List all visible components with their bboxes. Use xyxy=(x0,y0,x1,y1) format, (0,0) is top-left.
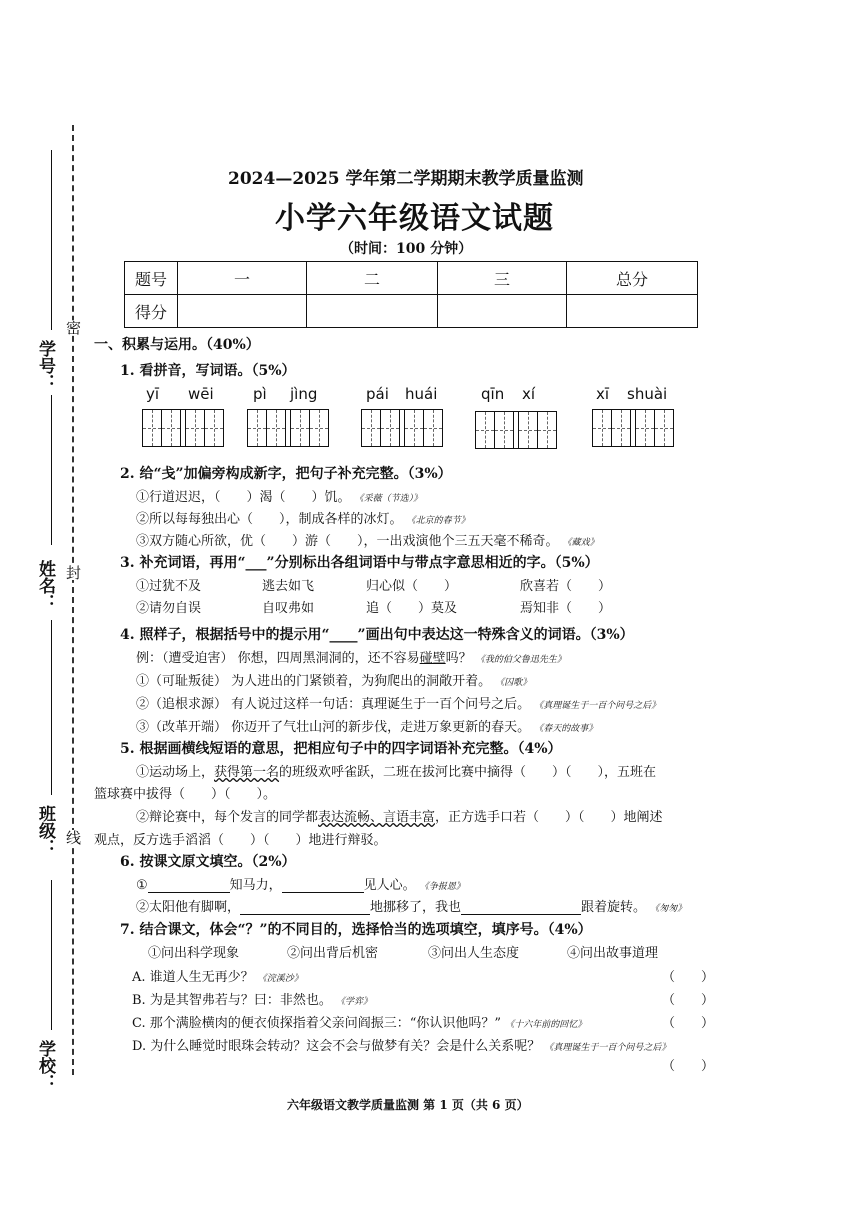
page-footer: 六年级语文教学质量监测 第 1 页（共 6 页） xyxy=(287,1098,529,1112)
score-cell-2[interactable] xyxy=(307,295,438,328)
q4-item-1: ①（可耻叛徒） 为人进出的门紧锁着，为狗爬出的洞敞开着。 《囚歌》 xyxy=(136,674,532,689)
col-header-total: 总分 xyxy=(567,262,698,295)
q7-item-c: C. 那个满脸横肉的便衣侦探指着父亲问阎振三：“你认识他吗？” 《十六年前的回忆》 xyxy=(132,1016,587,1031)
q4-item-2: ②（追根求源） 有人说过这样一句话：真理诞生于一百个问号之后。 《真理诞生于一百个问号之后》 xyxy=(136,697,661,712)
q3-r1-c2: 逃去如飞 xyxy=(262,579,315,594)
q2-title: 2. 给“戋”加偏旁构成新字，把句子补充完整。（3%） xyxy=(120,466,452,482)
writing-grid-1[interactable] xyxy=(142,409,224,447)
q5-line-3: ②辩论赛中，每个发言的同学都表达流畅、言语丰富，正方选手口若（ ）（ ）地阐述 xyxy=(136,810,663,825)
school-line[interactable] xyxy=(51,880,52,1030)
school-label: 学校： xyxy=(35,1040,55,1091)
q6-blank-2[interactable] xyxy=(282,878,364,893)
q2-line-1: ①行道迟迟，（ ）渴（ ）饥。 《采薇（节选）》 xyxy=(136,490,423,505)
table-row xyxy=(125,295,698,328)
name-line[interactable] xyxy=(51,395,52,545)
score-cell-3[interactable] xyxy=(438,295,567,328)
q6-title: 6. 按课文原文填空。（2%） xyxy=(120,854,296,870)
q4-example: 例：（遭受迫害） 你想，四周黑洞洞的，还不容易碰壁吗？ 《我的伯父鲁迅先生》 xyxy=(136,651,566,666)
q2-line-3: ③双方随心所欲，优（ ）游（ ），一出戏演他个三五天毫不稀奇。 《藏戏》 xyxy=(136,534,599,549)
writing-grid-4[interactable] xyxy=(475,411,557,449)
pinyin-1b: wēi xyxy=(188,385,214,403)
pinyin-5b: shuài xyxy=(627,385,668,403)
seal-mark-feng: 封 xyxy=(64,565,82,580)
q7-option-1: ①问出科学现象 xyxy=(148,946,240,961)
student-id-line[interactable] xyxy=(51,150,52,330)
col-header-3: 三 xyxy=(438,262,567,295)
table-row xyxy=(125,262,698,295)
class-label: 班级： xyxy=(35,805,55,856)
q4-item-3: ③（改革开端） 你迈开了气壮山河的新步伐，走进万象更新的春天。 《春天的故事》 xyxy=(136,720,598,735)
pinyin-4a: qīn xyxy=(481,385,505,403)
q7-option-4: ④问出故事道理 xyxy=(567,946,659,961)
q7-title: 7. 结合课文，体会“？”的不同目的，选择恰当的选项填空，填序号。（4%） xyxy=(120,922,592,938)
q7-option-3: ③问出人生态度 xyxy=(428,946,520,961)
q7-answer-a[interactable]: （ ） xyxy=(662,970,715,985)
q7-option-2: ②问出背后机密 xyxy=(287,946,379,961)
q7-item-d: D. 为什么睡觉时眼珠会转动？这会不会与做梦有关？会是什么关系呢？ 《真理诞生于一百个问号之后》 xyxy=(132,1039,671,1054)
q5-line-4: 观点，反方选手滔滔（ ）（ ）地进行辩驳。 xyxy=(94,833,387,848)
q7-answer-b[interactable]: （ ） xyxy=(662,993,715,1008)
col-header-1: 一 xyxy=(178,262,307,295)
q6-blank-1[interactable] xyxy=(148,878,230,893)
class-line[interactable] xyxy=(51,620,52,795)
q5-line-1: ①运动场上，获得第一名的班级欢呼雀跃，二班在拔河比赛中摘得（ ）（ ），五班在 xyxy=(136,765,657,780)
q7-item-a: A. 谁道人生无再少？ 《浣溪沙》 xyxy=(132,970,303,985)
q3-r1-c1: ①过犹不及 xyxy=(136,579,202,594)
q3-r1-c3: 归心似（ ） xyxy=(366,579,458,594)
q7-answer-c[interactable]: （ ） xyxy=(662,1016,715,1031)
q6-blank-4[interactable] xyxy=(461,900,581,915)
writing-grid-5[interactable] xyxy=(592,409,674,447)
q6-line-2: ②太阳他有脚啊， 地挪移了，我也 跟着旋转。 《匆匆》 xyxy=(136,900,687,915)
q3-r1-c4: 欣喜若（ ） xyxy=(520,579,612,594)
q7-answer-d[interactable]: （ ） xyxy=(662,1059,715,1074)
q5-line-2: 篮球赛中拔得（ ）（ ）。 xyxy=(94,787,277,802)
pinyin-3b: huái xyxy=(405,385,438,403)
pinyin-2b: jìng xyxy=(290,385,318,403)
writing-grid-3[interactable] xyxy=(361,409,443,447)
q1-title: 1. 看拼音，写词语。（5%） xyxy=(120,363,296,379)
exam-title: 小学六年级语文试题 xyxy=(275,201,554,236)
row-label-number: 题号 xyxy=(125,262,178,295)
q3-r2-c3: 追（ ）莫及 xyxy=(366,601,458,616)
q3-r2-c2: 自叹弗如 xyxy=(262,601,315,616)
pinyin-3a: pái xyxy=(366,385,389,403)
q3-r2-c4: 焉知非（ ） xyxy=(520,601,612,616)
binding-dashed-line xyxy=(72,125,74,1075)
score-cell-1[interactable] xyxy=(178,295,307,328)
name-label: 姓名： xyxy=(35,560,55,611)
student-id-label: 学号： xyxy=(35,340,55,391)
q6-blank-3[interactable] xyxy=(240,900,370,915)
q5-title: 5. 根据画横线短语的意思，把相应句子中的四字词语补充完整。（4%） xyxy=(120,741,562,757)
q2-line-2: ②所以每每独出心（ ），制成各样的冰灯。 《北京的春节》 xyxy=(136,512,470,527)
pinyin-2a: pì xyxy=(253,385,267,403)
pinyin-5a: xī xyxy=(596,385,610,403)
section-title: 一、积累与运用。（40%） xyxy=(94,337,260,353)
col-header-2: 二 xyxy=(307,262,438,295)
pinyin-4b: xí xyxy=(522,385,536,403)
q3-r2-c1: ②请勿自误 xyxy=(136,601,202,616)
score-table xyxy=(124,261,698,328)
seal-mark-mi: 密 xyxy=(64,320,82,335)
q4-title: 4. 照样子，根据括号中的提示用“____”画出句中表达这一特殊含义的词语。（3%） xyxy=(120,627,634,643)
writing-grid-2[interactable] xyxy=(247,409,329,447)
pinyin-1a: yī xyxy=(146,385,160,403)
q3-title: 3. 补充词语，再用“___”分别标出各组词语中与带点字意思相近的字。（5%） xyxy=(120,555,599,571)
exam-time: （时间：100 分钟） xyxy=(340,241,473,257)
row-label-score: 得分 xyxy=(125,295,178,328)
seal-mark-xian: 线 xyxy=(64,830,82,845)
q7-item-b: B. 为是其智弗若与？曰：非然也。 《学弈》 xyxy=(132,993,372,1008)
q6-line-1: ① 知马力， 见人心。 《争报恩》 xyxy=(136,878,465,893)
score-cell-total[interactable] xyxy=(567,295,698,328)
exam-subtitle: 2024—2025 学年第二学期期末教学质量监测 xyxy=(228,169,584,189)
